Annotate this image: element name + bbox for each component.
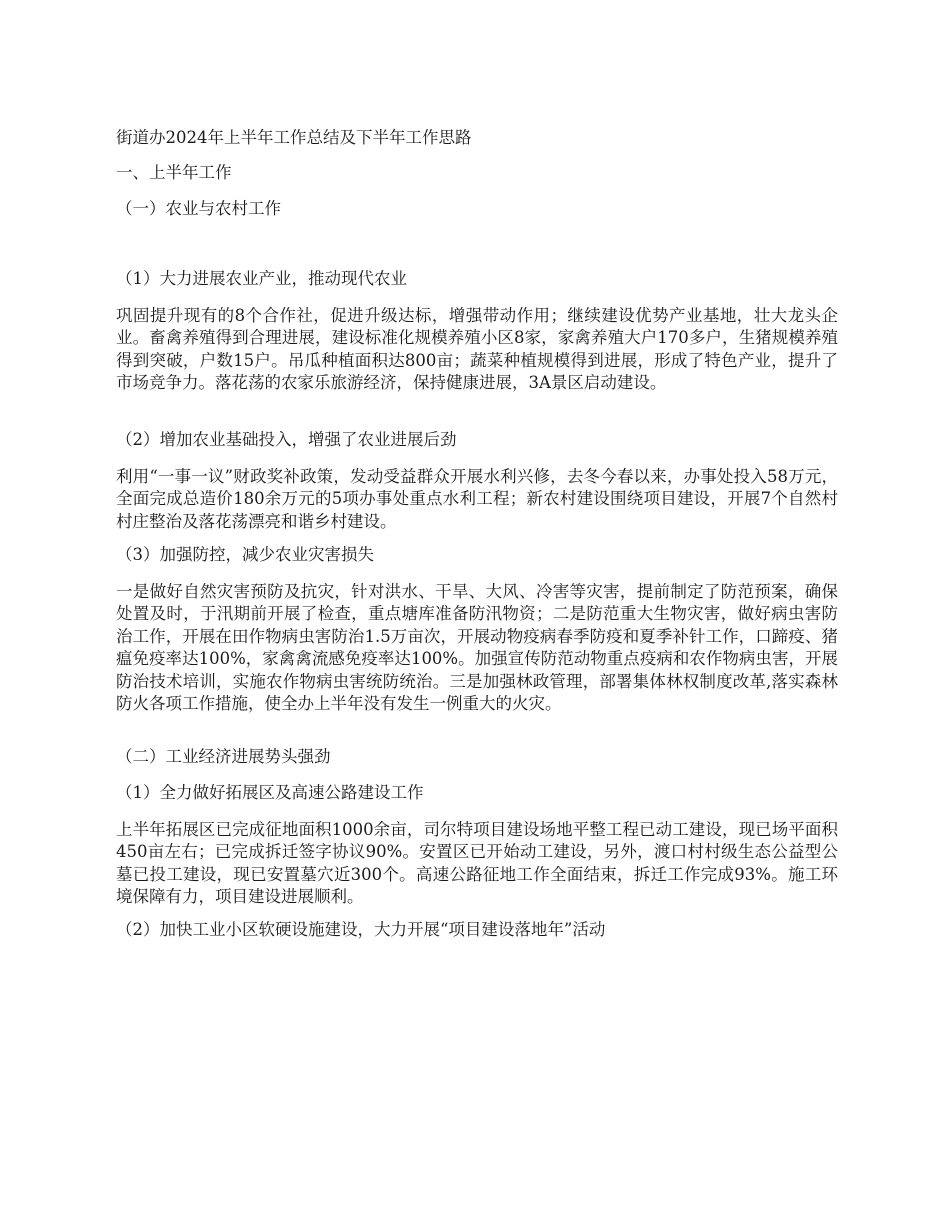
item-heading-industrial-park: （2）加快工业小区软硬设施建设，大力开展“项目建设落地年”活动 xyxy=(116,920,606,939)
paragraph-agri-industry: 巩固提升现有的8个合作社，促进升级达标，增强带动作用；继续建设优势产业基地，壮大龙头企业。畜禽养殖得到合理进展，建设标准化规模养殖小区8家，家禽养殖大户170多户，生猪规模养殖得到突破，户数15户。吊瓜种植面积达800亩；蔬菜种植规模得到进展，形成了特色产业，提升了市场竞争力。落花荡的农家乐旅游经济，保持健康进展，3A景区启动建设。 xyxy=(116,306,838,393)
subsection-heading-agriculture: （一）农业与农村工作 xyxy=(116,199,281,218)
paragraph-disaster-control: 一是做好自然灾害预防及抗灾，针对洪水、干旱、大风、冷害等灾害，提前制定了防范预案，确保处置及时，于汛期前开展了检查，重点塘库准备防汛物资；二是防范重大生物灾害，做好病虫害防治工作，开展在田作物病虫害防治1.5万亩次，开展动物疫病春季防疫和夏季补针工作，口蹄疫、猪瘟免疫率达100%，家禽禽流感免疫率达100%。加强宣传防范动物重点疫病和农作物病虫害，开展防治技术培训，实施农作物病虫害统防统治。三是加强林政管理，部署集体林权制度改革,落实森林防火各项工作措施，使全办上半年没有发生一例重大的火灾。 xyxy=(116,582,838,714)
paragraph-agri-investment: 利用“一事一议”财政奖补政策，发动受益群众开展水利兴修，去冬今春以来，办事处投入58万元，全面完成总造价180余万元的5项办事处重点水利工程；新农村建设围绕项目建设，开展7个自然村村庄整治及落花荡漂亮和谐乡村建设。 xyxy=(116,467,838,531)
paragraph-expansion-highway: 上半年拓展区已完成征地面积1000余亩，司尔特项目建设场地平整工程已动工建设，现已场平面积450亩左右；已完成拆迁签字协议90%。安置区已开始动工建设，另外，渡口村村级生态公益型公墓已投工建设，现已安置墓穴近300个。高速公路征地工作全面结束，拆迁工作完成93%。施工环境保障有力，项目建设进展顺利。 xyxy=(116,820,838,907)
item-heading-agri-investment: （2）增加农业基础投入，增强了农业进展后劲 xyxy=(116,430,457,449)
subsection-heading-industry: （二）工业经济进展势头强劲 xyxy=(116,747,331,766)
item-heading-expansion-highway: （1）全力做好拓展区及高速公路建设工作 xyxy=(116,783,424,802)
item-heading-disaster-control: （3）加强防控，减少农业灾害损失 xyxy=(116,545,374,564)
item-heading-agri-industry: （1）大力进展农业产业，推动现代农业 xyxy=(116,269,407,288)
document-title: 街道办2024年上半年工作总结及下半年工作思路 xyxy=(116,128,472,147)
section-heading-first-half: 一、上半年工作 xyxy=(116,163,232,182)
